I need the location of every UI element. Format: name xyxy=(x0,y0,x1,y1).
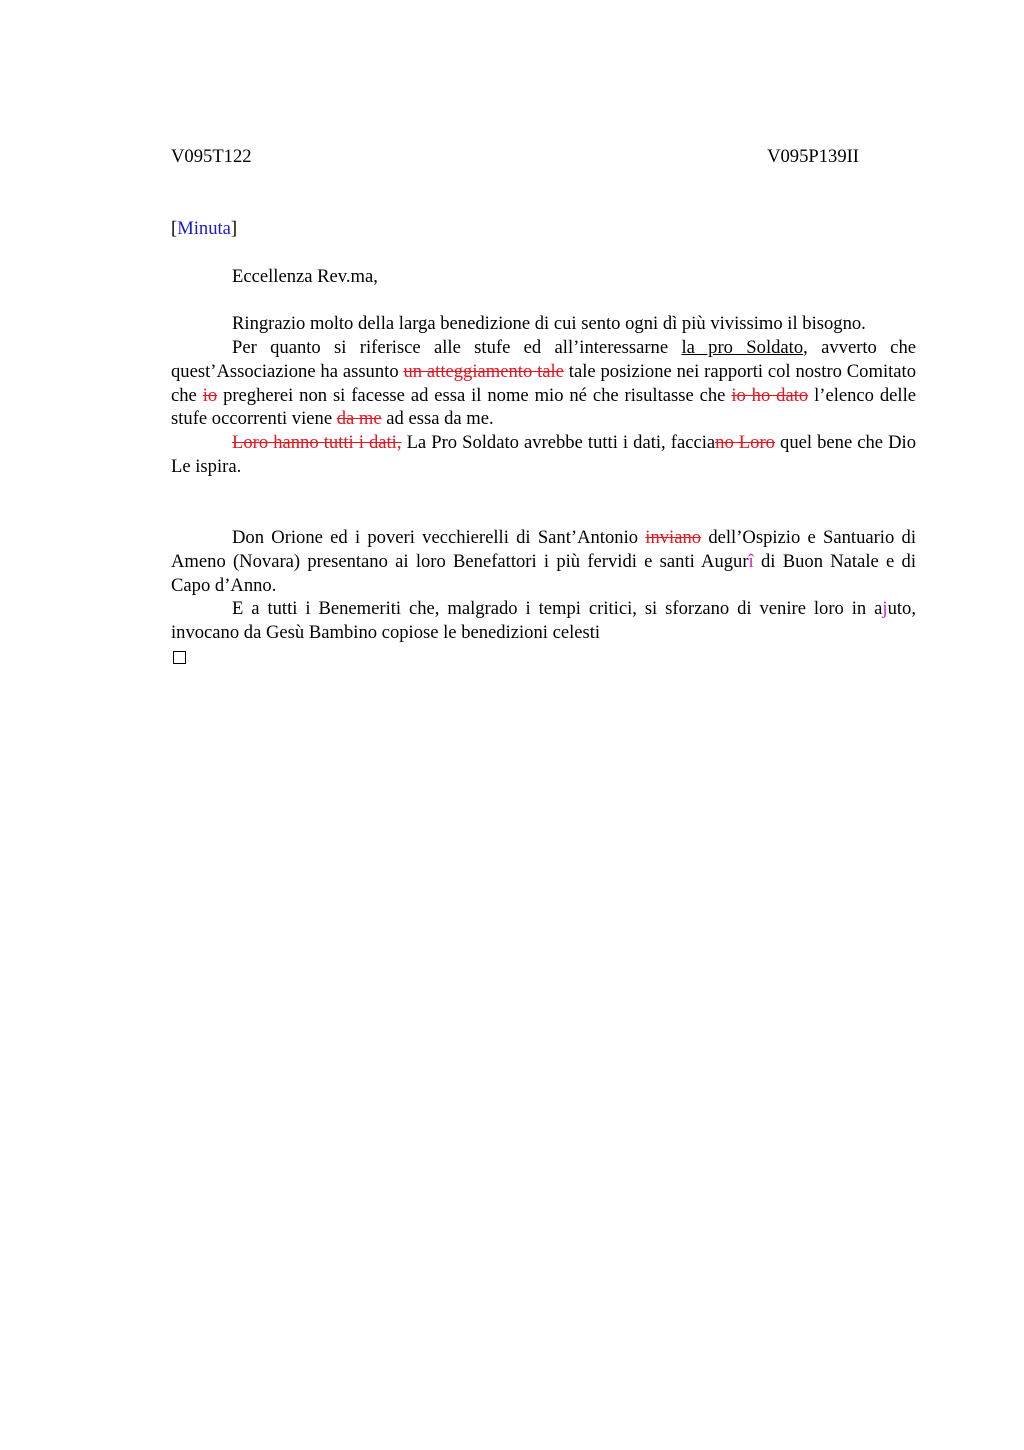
inserted-text: j xyxy=(882,598,888,620)
document-page xyxy=(171,145,916,671)
text-run: uto, invocano da Gesù Bambino copiose le benedizioni celesti xyxy=(171,598,916,644)
deleted-text: Loro hanno tutti i dati, xyxy=(232,431,402,453)
paragraph-pro-soldato xyxy=(171,431,916,478)
header-row xyxy=(171,145,859,169)
text-run: pregherei non si facesse ad essa il nome mio né che risultasse che xyxy=(217,384,732,406)
text-run: E a tutti i Benemeriti che, malgrado i tempi critici, si sforzano di venire loro in a xyxy=(232,598,883,620)
deleted-text: un atteggiamento tale xyxy=(403,360,564,382)
paragraph-thanks: Ringrazio molto della larga benedizione di cui sento ogni dì più vivissimo il bisogno. xyxy=(232,313,866,335)
minuta-label xyxy=(171,217,916,241)
text-run: tale posizione nei rapporti col nostro Comitato che xyxy=(171,360,916,406)
deleted-text: io xyxy=(202,384,218,406)
inserted-text: î xyxy=(748,551,754,573)
document-code-left: V095T122 xyxy=(171,146,252,167)
underlined-text: la pro Soldato xyxy=(681,337,804,359)
text-run: Don Orione ed i poveri vecchierelli di Sant’Antonio xyxy=(232,527,646,549)
deleted-text: da me xyxy=(336,408,382,430)
paragraph-benefactors xyxy=(171,597,916,644)
deleted-text: io ho dato xyxy=(731,384,809,406)
paragraph-stoves xyxy=(171,336,916,431)
paragraph-christmas-greeting xyxy=(171,526,916,597)
minuta-open-bracket: [ xyxy=(171,218,178,239)
text-run: l’elenco delle stufe occorrenti viene xyxy=(171,384,916,430)
deleted-text: inviano xyxy=(645,527,702,549)
minuta-close-bracket: ] xyxy=(230,218,238,239)
text-run: quel bene che Dio Le ispira. xyxy=(171,431,917,477)
deleted-text: no Loro xyxy=(715,431,775,453)
text-run: Per quanto si riferisce alle stufe ed all’interessarne xyxy=(232,337,682,359)
document-code-right: V095P139II xyxy=(767,146,859,167)
end-marker-row xyxy=(171,645,916,671)
text-run: , avverto che quest’Associazione ha assunto xyxy=(171,337,916,382)
text-run: dell’Ospizio e Santuario di Ameno (Novara) presentano ai loro Benefattori i più fervidi e santi Augur xyxy=(171,527,916,573)
text-run: La Pro Soldato avrebbe tutti i dati, faccia xyxy=(401,431,716,453)
text-run: di Buon Natale e di Capo d’Anno. xyxy=(171,551,916,596)
square-box-icon xyxy=(173,651,186,664)
salutation: Eccellenza Rev.ma, xyxy=(232,265,378,287)
minuta-text: Minuta xyxy=(177,218,231,239)
text-run: ad essa da me. xyxy=(381,408,494,430)
